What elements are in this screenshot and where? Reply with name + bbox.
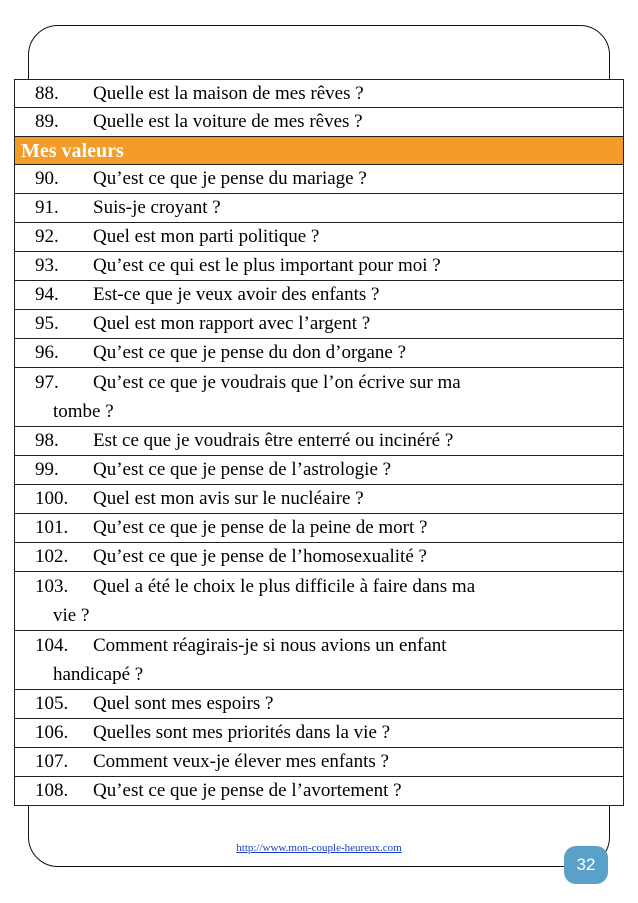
question-number: 106. — [35, 722, 69, 743]
question-number: 88. — [35, 83, 59, 104]
question-number: 93. — [35, 255, 59, 276]
question-number: 94. — [35, 284, 59, 305]
question-row — [14, 719, 624, 748]
question-text-continuation: tombe ? — [53, 401, 114, 422]
footer-link[interactable]: http://www.mon-couple-heureux.com — [236, 842, 402, 854]
question-number: 107. — [35, 751, 69, 772]
question-text: Quel est mon parti politique ? — [93, 226, 320, 247]
question-row — [14, 543, 624, 572]
question-row — [14, 572, 624, 631]
question-text: Quel est mon avis sur le nucléaire ? — [93, 488, 364, 509]
question-text: Qu’est ce que je pense de l’avortement ? — [93, 780, 402, 801]
question-text: Qu’est ce qui est le plus important pour moi ? — [93, 255, 441, 276]
question-text: Qu’est ce que je voudrais que l’on écrive sur ma — [93, 372, 461, 393]
question-text: Qu’est ce que je pense du don d’organe ? — [93, 342, 407, 363]
question-row — [14, 690, 624, 719]
question-number: 92. — [35, 226, 59, 247]
question-row — [14, 252, 624, 281]
question-row — [14, 281, 624, 310]
question-row — [14, 79, 624, 108]
question-table — [14, 79, 624, 806]
question-number: 97. — [35, 372, 59, 393]
section-header: Mes valeurs — [14, 137, 624, 165]
question-row — [14, 777, 624, 806]
page-number-badge: 32 — [564, 846, 608, 884]
question-number: 100. — [35, 488, 69, 509]
question-number: 101. — [35, 517, 69, 538]
question-row — [14, 514, 624, 543]
question-number: 90. — [35, 168, 59, 189]
question-row — [14, 223, 624, 252]
question-text: Qu’est ce que je pense du mariage ? — [93, 168, 367, 189]
question-row — [14, 368, 624, 427]
question-text: Suis-je croyant ? — [93, 197, 221, 218]
question-text: Quelle est la maison de mes rêves ? — [93, 83, 364, 104]
question-text: Quelle est la voiture de mes rêves ? — [93, 111, 363, 132]
question-text: Qu’est ce que je pense de l’astrologie ? — [93, 459, 392, 480]
question-row — [14, 485, 624, 514]
question-row — [14, 165, 624, 194]
question-row — [14, 108, 624, 137]
question-number: 95. — [35, 313, 59, 334]
question-row — [14, 748, 624, 777]
question-text: Quelles sont mes priorités dans la vie ? — [93, 722, 391, 743]
question-row — [14, 456, 624, 485]
question-number: 103. — [35, 576, 69, 597]
question-text-continuation: handicapé ? — [53, 664, 144, 685]
question-number: 108. — [35, 780, 69, 801]
question-number: 89. — [35, 111, 59, 132]
question-row — [14, 631, 624, 690]
question-row — [14, 310, 624, 339]
question-row — [14, 427, 624, 456]
question-row — [14, 194, 624, 223]
question-text: Comment veux-je élever mes enfants ? — [93, 751, 389, 772]
question-text: Qu’est ce que je pense de l’homosexualité ? — [93, 546, 427, 567]
question-number: 91. — [35, 197, 59, 218]
question-text: Quel est mon rapport avec l’argent ? — [93, 313, 371, 334]
question-text: Est ce que je voudrais être enterré ou incinéré ? — [93, 430, 454, 451]
question-text: Comment réagirais-je si nous avions un enfant — [93, 635, 447, 656]
question-text: Quel a été le choix le plus difficile à faire dans ma — [93, 576, 476, 597]
question-text-continuation: vie ? — [53, 605, 90, 626]
question-number: 105. — [35, 693, 69, 714]
question-text: Quel sont mes espoirs ? — [93, 693, 274, 714]
question-text: Qu’est ce que je pense de la peine de mort ? — [93, 517, 428, 538]
question-number: 102. — [35, 546, 69, 567]
question-row — [14, 339, 624, 368]
question-number: 104. — [35, 635, 69, 656]
question-number: 98. — [35, 430, 59, 451]
question-text: Est-ce que je veux avoir des enfants ? — [93, 284, 380, 305]
question-number: 99. — [35, 459, 59, 480]
question-number: 96. — [35, 342, 59, 363]
